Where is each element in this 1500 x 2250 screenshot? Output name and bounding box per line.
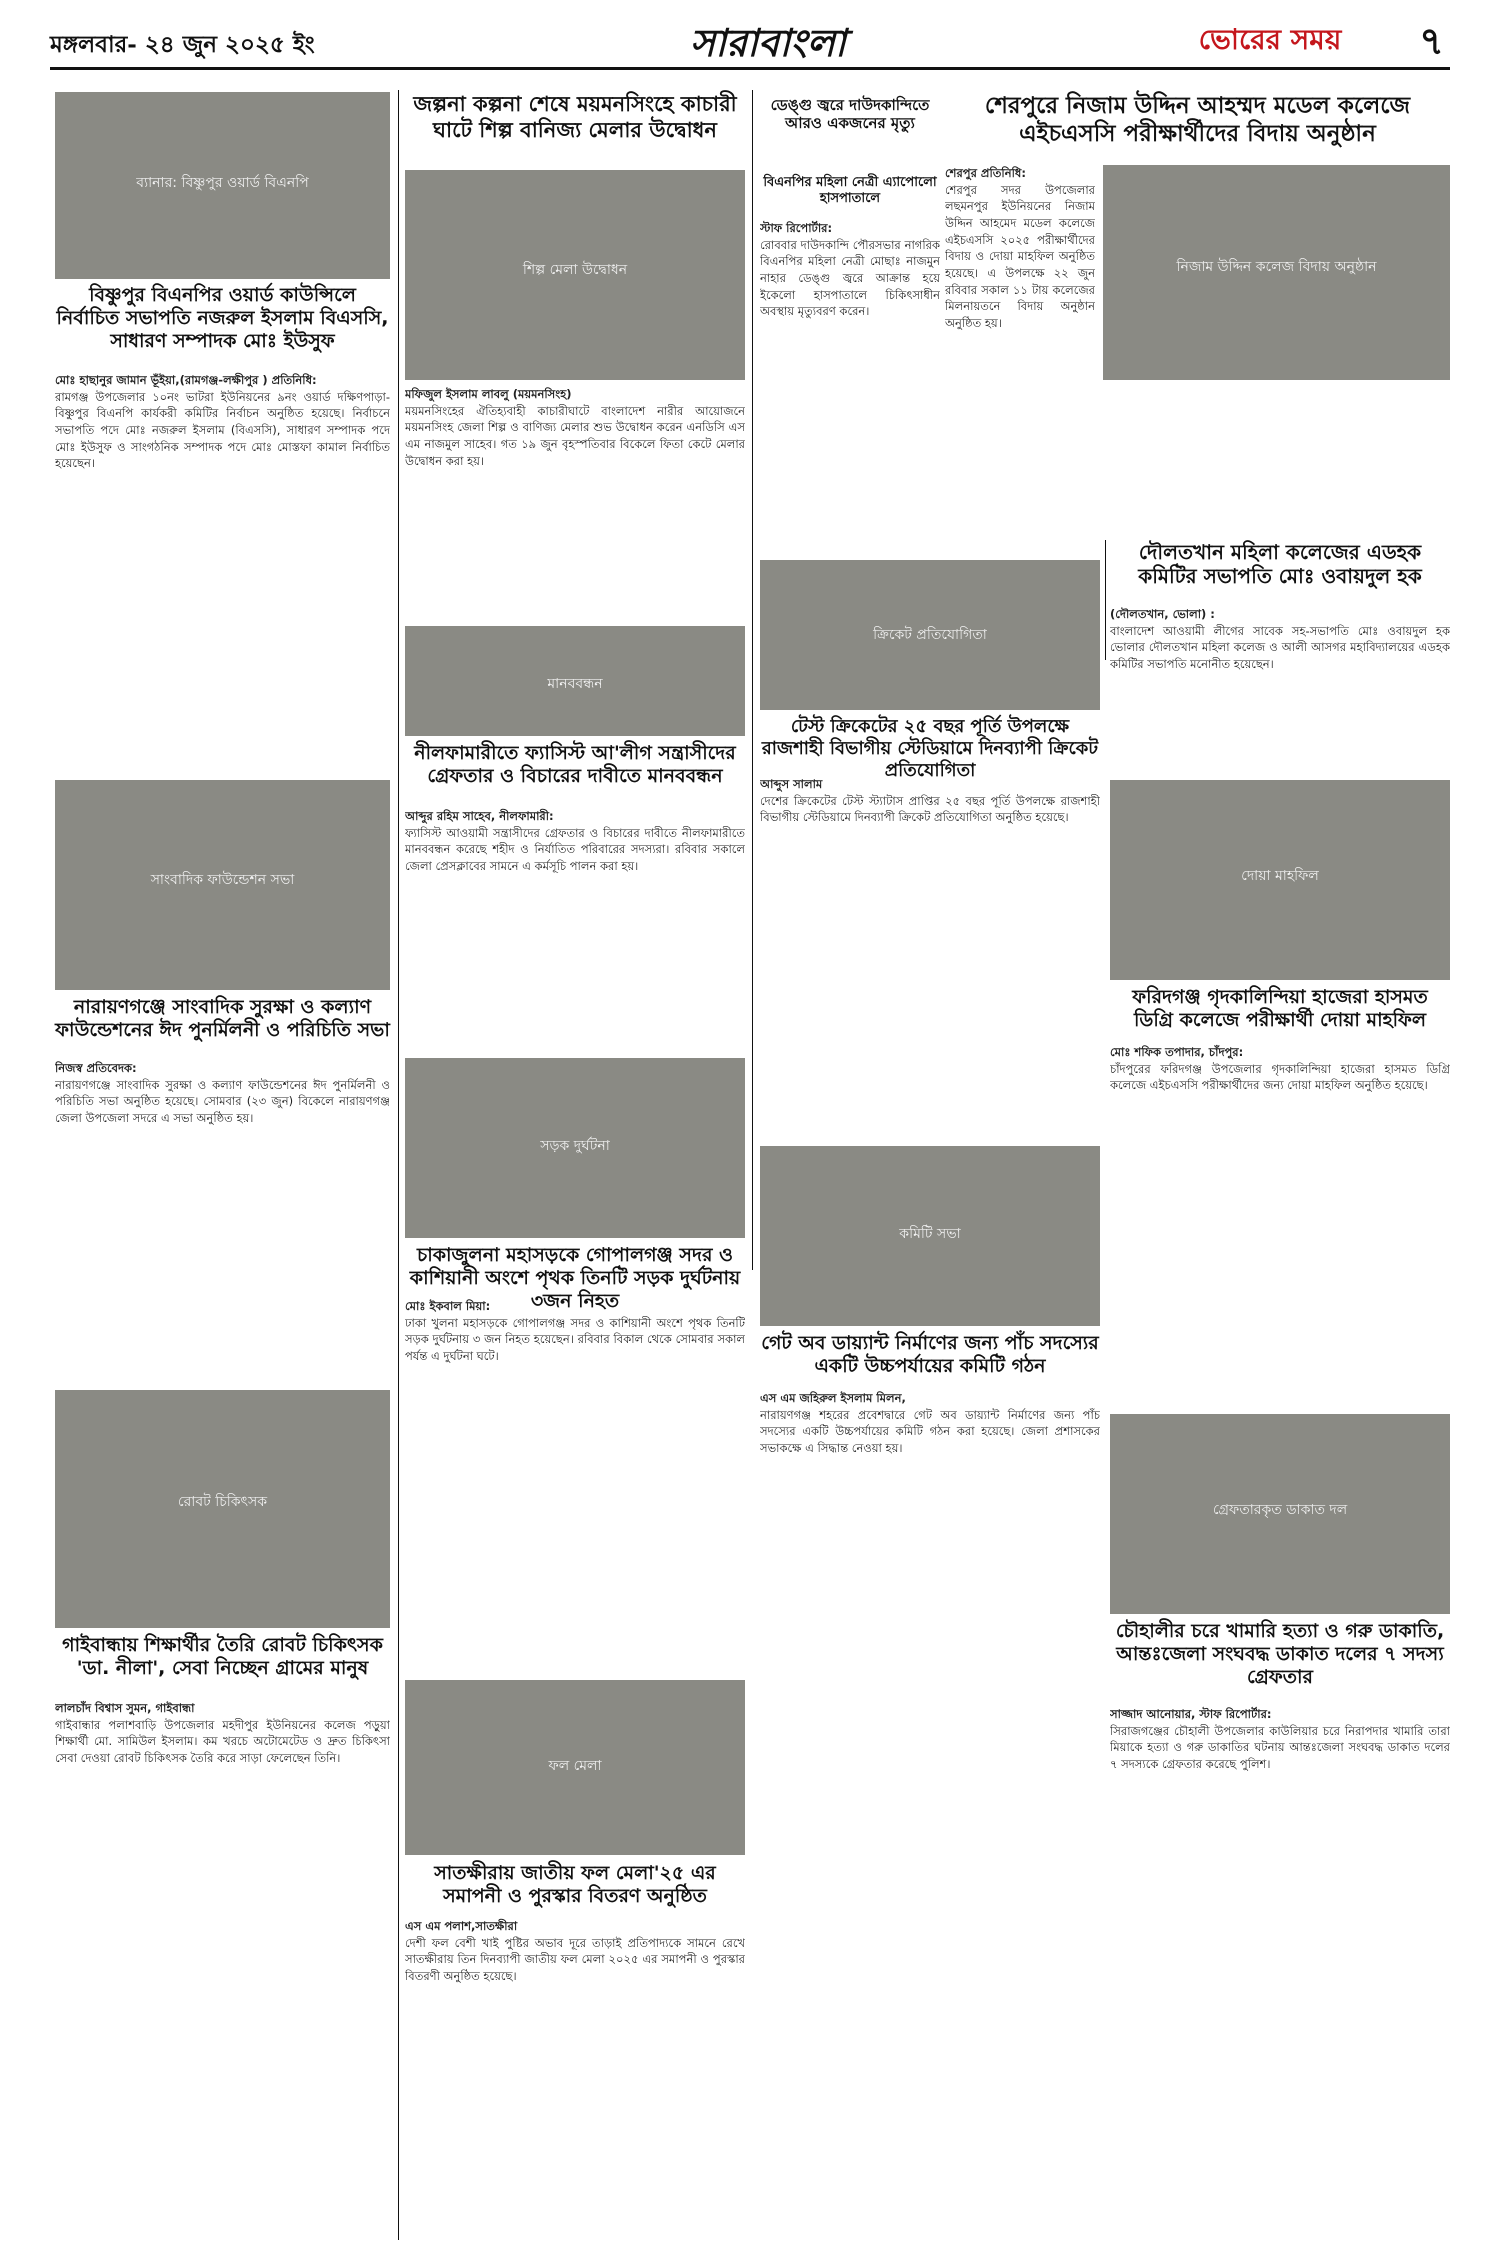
headline-dengue: ডেঙ্গু জ্বরে দাউদকান্দিতে আরও একজনের মৃত্যু: [770, 96, 930, 133]
page-number: ৭: [1419, 18, 1444, 63]
article-robot: লালচাঁদ বিশ্বাস সুমন, গাইবান্ধা গাইবান্ধার পলাশবাড়ি উপজেলার মহদীপুর ইউনিয়নের কলেজ পড়ুয়া শিক্ষার্থী মো. সামিউল ইসলাম। কম খরচে অটোমেটেড ও দ্রুত চিকিৎসা সেবা দেওয়া রোবট চিকিৎসক তৈরি করে সাড়া ফেলেছেন তিনি।: [55, 1701, 390, 1766]
photo-committee-meeting: কমিটি সভা: [760, 1146, 1100, 1326]
headline-mymensingh: জল্পনা কল্পনা শেষে ময়মনসিংহে কাচারী ঘাটে শিল্প বানিজ্য মেলার উদ্বোধন: [413, 92, 737, 142]
article-bishnupur: মোঃ হাছানুর জামান ভূঁইয়া,(রামগঞ্জ-লক্ষীপুর ) প্রতিনিধি: রামগঞ্জ উপজেলার ১০নং ভাটরা ইউনিয়নের ৯নং ওয়ার্ড দক্ষিণপাড়া-বিষ্ণুপুর বিএনপি কার্যকরী কমিটির নির্বাচন অনুষ্ঠিত হয়েছে। নির্বাচনে সভাপতি পদে মোঃ নজরুল ইসলাম (বিএসসি), সাধারণ সম্পাদক পদে মোঃ ইউসুফ ও সাংগঠনিক সম্পাদক পদে মোঃ মোস্তফা কামাল নির্বাচিত হয়েছেন।: [55, 373, 390, 471]
headline-cricket: টেস্ট ক্রিকেটের ২৫ বছর পূর্তি উপলক্ষে রাজশাহী বিভাগীয় স্টেডিয়ামে দিনব্যাপী ক্রিকেট প্রতিযোগিতা: [761, 716, 1099, 781]
article-nilphamari: আব্দুর রহিম সাহেব, নীলফামারী: ফ্যাসিস্ট আওয়ামী সন্ত্রাসীদের গ্রেফতার ও বিচারের দাবীতে নীলফামারীতে মানববন্ধন করেছে শহীদ ও নির্যাতিত পরিবারের সদস্যরা। রবিবার সকালে জেলা প্রেসক্লাবের সামনে এ কর্মসূচি পালন করা হয়।: [405, 809, 745, 874]
headline-faridganj: ফরিদগঞ্জ গৃদকালিন্দিয়া হাজেরা হাসমত ডিগ্রি কলেজে পরীক্ষার্থী দোয়া মাহফিল: [1132, 986, 1428, 1032]
article-mymensingh: মফিজুল ইসলাম লাবলু (ময়মনসিংহ) ময়মনসিংহের ঐতিহ্যবাহী কাচারীঘাটে বাংলাদেশ নারীর আয়োজনে ময়মনসিংহ জেলা শিল্প ও বাণিজ্য মেলার শুভ উদ্বোধন করেন এনডিসি এস এম নাজমুল সাহেব। গত ১৯ জুন বৃহস্পতিবার বিকেলে ফিতা কেটে মেলার উদ্বোধন করা হয়।: [405, 387, 745, 468]
article-gate: এস এম জহিরুল ইসলাম মিলন, নারায়ণগঞ্জ শহরের প্রবেশদ্বারে গেট অব ডায়্যান্ট নির্মাণের জন্য পাঁচ সদস্যের একটি উচ্চপর্যায়ের কমিটি গঠন করা হয়েছে। জেলা প্রশাসকের সভাকক্ষে এ সিদ্ধান্ত নেওয়া হয়।: [760, 1391, 1100, 1456]
article-dengue: স্টাফ রিপোর্টার: রোববার দাউদকান্দি পৌরসভার নাগরিক বিএনপির মহিলা নেত্রী মোছাঃ নাজমুন নাহার ডেঙ্গু জ্বরে আক্রান্ত হয়ে ইকেলো হাসপাতালে চিকিৎসাধীন অবস্থায় মৃত্যুবরণ করেন।: [760, 221, 940, 319]
article-daulatkhan: (দৌলতখান, ভোলা) : বাংলাদেশ আওয়ামী লীগের সাবেক সহ-সভাপতি মোঃ ওবায়দুল হক ভোলার দৌলতখান মহিলা কলেজ ও আলী আসগর মহাবিদ্যালয়ের এডহক কমিটির সভাপতি মনোনীত হয়েছেন।: [1110, 607, 1450, 672]
article-fruit-fair: এস এম পলাশ,সাতক্ষীরা দেশী ফল বেশী খাই পুষ্টির অভাব দূরে তাড়াই প্রতিপাদ্যকে সামনে রেখে সাতক্ষীরায় তিন দিনব্যাপী জাতীয় ফল মেলা ২০২৫ এর সমাপনী ও পুরস্কার বিতরণী অনুষ্ঠিত হয়েছে।: [405, 1919, 745, 1984]
article-sherpur: শেরপুর প্রতিনিধি: শেরপুর সদর উপজেলার লছমনপুর ইউনিয়নের নিজাম উদ্দিন আহমেদ মডেল কলেজে এইচএসসি ২০২৫ পরীক্ষার্থীদের বিদায় ও দোয়া মাহফিল অনুষ্ঠিত হয়েছে। এ উপলক্ষে ২২ জুন রবিবার সকাল ১১ টায় কলেজের মিলনায়তনে বিদায় অনুষ্ঠান অনুষ্ঠিত হয়।: [945, 166, 1095, 331]
photo-human-chain: মানববন্ধন: [405, 626, 745, 736]
headline-accident: চাকাজুলনা মহাসড়কে গোপালগঞ্জ সদর ও কাশিয়ানী অংশে পৃথক তিনটি সড়ক দুর্ঘটনায় ৩জন নিহত: [409, 1244, 741, 1313]
section-title: সারাবাংলা: [690, 20, 846, 65]
headline-chauhali: চৌহালীর চরে খামারি হত্যা ও গরু ডাকাতি, আন্তঃজেলা সংঘবদ্ধ ডাকাত দলের ৭ সদস্য গ্রেফতার: [1115, 1620, 1445, 1689]
article-narayanganj: নিজস্ব প্রতিবেদক: নারায়ণগঞ্জে সাংবাদিক সুরক্ষা ও কল্যাণ ফাউন্ডেশনের ঈদ পুনর্মিলনী ও পরিচিতি সভা অনুষ্ঠিত হয়েছে। সোমবার (২৩ জুন) বিকেলে নারায়ণগঞ্জ জেলা উপজেলা সদরে এ সভা অনুষ্ঠিত হয়।: [55, 1061, 390, 1126]
headline-nilphamari: নীলফামারীতে ফ্যাসিস্ট আ'লীগ সন্ত্রাসীদের গ্রেফতার ও বিচারের দাবীতে মানববন্ধন: [414, 742, 736, 788]
column-rule: [752, 90, 753, 1270]
column-rule: [398, 90, 399, 2240]
headline-narayanganj: নারায়ণগঞ্জে সাংবাদিক সুরক্ষা ও কল্যাণ ফাউন্ডেশনের ঈদ পুনর্মিলনী ও পরিচিতি সভা: [55, 996, 390, 1042]
headline-bishnupur: বিষ্ণুপুর বিএনপির ওয়ার্ড কাউন্সিলে নির্বাচিত সভাপতি নজরুল ইসলাম বিএসসি, সাধারণ সম্পাদক মোঃ ইউসুফ: [56, 284, 389, 353]
column-rule: [1105, 540, 1106, 660]
headline-robot: গাইবান্ধায় শিক্ষার্থীর তৈরি রোবট চিকিৎসক 'ডা. নীলা', সেবা নিচ্ছেন গ্রামের মানুষ: [62, 1634, 383, 1680]
newspaper-logo: ভোরের সময়: [1198, 23, 1342, 56]
photo-ward-council: ব্যানার: বিষ্ণুপুর ওয়ার্ড বিএনপি: [55, 92, 390, 279]
article-cricket: আব্দুস সালাম দেশের ক্রিকেটের টেস্ট স্ট্যাটাস প্রাপ্তির ২৫ বছর পূর্তি উপলক্ষে রাজশাহী বিভাগীয় স্টেডিয়ামে দিনব্যাপী ক্রিকেট প্রতিযোগিতা অনুষ্ঠিত হয়েছে।: [760, 777, 1100, 825]
photo-cricket: ক্রিকেট প্রতিযোগিতা: [760, 560, 1100, 710]
subhead-dengue: বিএনপির মহিলা নেত্রী এ্যাপোলো হাসপাতালে: [763, 175, 937, 206]
headline-gate: গেট অব ডায়্যান্ট নির্মাণের জন্য পাঁচ সদস্যের একটি উচ্চপর্যায়ের কমিটি গঠন: [761, 1332, 1099, 1378]
photo-arrested-robbers: গ্রেফতারকৃত ডাকাত দল: [1110, 1414, 1450, 1614]
photo-road-accident: সড়ক দুর্ঘটনা: [405, 1058, 745, 1238]
photo-robot-doctor: রোবট চিকিৎসক: [55, 1390, 390, 1628]
issue-date: মঙ্গলবার- ২৪ জুন ২০২৫ ইং: [50, 31, 315, 58]
photo-fair-opening: শিল্প মেলা উদ্বোধন: [405, 170, 745, 380]
article-faridganj: মোঃ শফিক তপাদার, চাঁদপুর: চাঁদপুরের ফরিদগঞ্জ উপজেলার গৃদকালিন্দিয়া হাজেরা হাসমত ডিগ্রি কলেজে এইচএসসি পরীক্ষার্থীদের জন্য দোয়া মাহফিল অনুষ্ঠিত হয়েছে।: [1110, 1045, 1450, 1093]
headline-daulatkhan: দৌলতখান মহিলা কলেজের এডহক কমিটির সভাপতি মোঃ ওবায়দুল হক: [1138, 540, 1422, 589]
photo-fruit-fair: ফল মেলা: [405, 1680, 745, 1855]
headline-sherpur: শেরপুরে নিজাম উদ্দিন আহম্মদ মডেল কলেজে এইচএসসি পরীক্ষার্থীদের বিদায় অনুষ্ঠান: [984, 93, 1411, 148]
article-chauhali: সাজ্জাদ আনোয়ার, স্টাফ রিপোর্টার: সিরাজগঞ্জের চৌহালী উপজেলার কাউলিয়ার চরে নিরাপদার খামারি তারা মিয়াকে হত্যা ও গরু ডাকাতির ঘটনায় আন্তঃজেলা সংঘবদ্ধ ডাকাত দলের ৭ সদস্যকে গ্রেফতার করেছে পুলিশ।: [1110, 1707, 1450, 1772]
headline-fruit-fair: সাতক্ষীরায় জাতীয় ফল মেলা'২৫ এর সমাপনী ও পুরস্কার বিতরণ অনুষ্ঠিত: [434, 1862, 716, 1908]
photo-journalist-foundation: সাংবাদিক ফাউন্ডেশন সভা: [55, 780, 390, 990]
masthead: [50, 8, 1450, 70]
photo-doa-mahfil: দোয়া মাহফিল: [1110, 780, 1450, 980]
photo-sherpur-college: নিজাম উদ্দিন কলেজ বিদায় অনুষ্ঠান: [1103, 165, 1450, 380]
article-accident: মোঃ ইকবাল মিয়া: ঢাকা খুলনা মহাসড়কে গোপালগঞ্জ সদর ও কাশিয়ানী অংশে পৃথক তিনটি সড়ক দুর্ঘটনায় ৩ জন নিহত হয়েছেন। রবিবার বিকাল থেকে সোমবার সকাল পর্যন্ত এ দুর্ঘটনা ঘটে।: [405, 1299, 745, 1364]
